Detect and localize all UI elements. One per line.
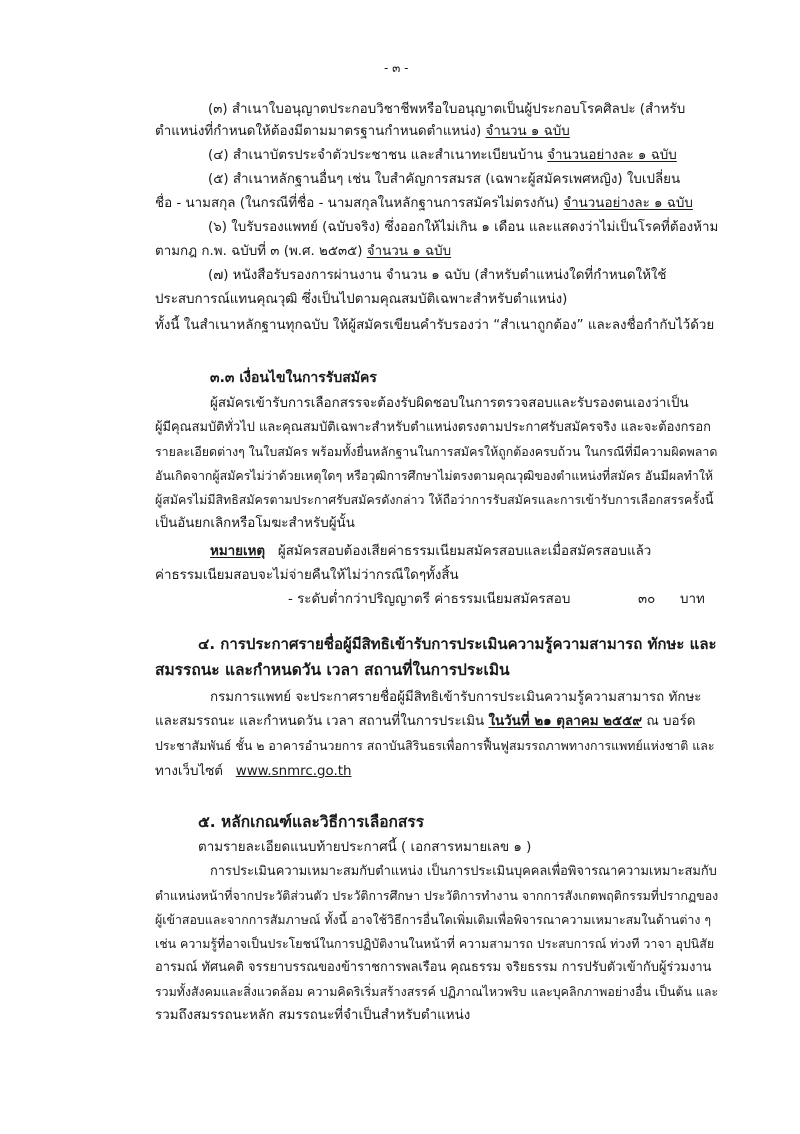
section-5-heading: ๕. หลักเกณฑ์และวิธีการเลือกสรร <box>198 813 425 831</box>
item-4-text: (๔) สำเนาบัตรประจำตัวประชาชน และสำเนาทะเบียนบ้าน <box>208 148 543 163</box>
item-3-cont: ตำแหน่งที่กำหนดให้ต้องมีตามมาตรฐานกำหนดตำแหน่ง) <box>155 124 482 139</box>
item-5-quantity: จำนวนอย่างละ ๑ ฉบับ <box>563 196 693 211</box>
item-6-line-1: (๖) ใบรับรองแพทย์ (ฉบับจริง) ซึ่งออกให้ไม่เกิน ๑ เดือน และแสดงว่าไม่เป็นโรคที่ต้องห้าม <box>208 220 719 235</box>
announcement-date: ในวันที่ ๒๑ ตุลาคม ๒๕๕๙ <box>488 714 643 729</box>
section-4-heading-line-1: ๔. การประกาศรายชื่อผู้มีสิทธิเข้ารับการประเมินความรู้ความสามารถ ทักษะ และ <box>198 635 717 653</box>
item-6-quantity: จำนวน ๑ ฉบับ <box>366 244 452 259</box>
section-4-line-2 <box>155 712 695 732</box>
remark-label: หมายเหตุ <box>210 544 266 559</box>
section-3-3-heading: ๓.๓ เงื่อนไขในการรับสมัคร <box>210 370 377 386</box>
item-5-line-2 <box>155 194 693 214</box>
item-3-line-2 <box>155 122 570 142</box>
item-5-cont: ชื่อ - นามสกุล (ในกรณีที่ชื่อ - นามสกุลในหลักฐานการสมัครไม่ตรงกัน) <box>155 196 559 211</box>
item-7-line-1: (๗) หนังสือรับรองการผ่านงาน จำนวน ๑ ฉบับ (สำหรับตำแหน่งใดที่กำหนดให้ใช้ <box>208 268 667 283</box>
section-4-line-4 <box>155 762 351 782</box>
item-3-line-1 <box>208 100 713 120</box>
item-6-cont: ตามกฎ ก.พ. ฉบับที่ ๓ (พ.ศ. ๒๕๓๕) <box>155 244 363 259</box>
section-5-line-7: รวมถึงสมรรถนะหลัก สมรรถนะที่จำเป็นสำหรับตำแหน่ง <box>155 1008 471 1023</box>
section-3-3-line-2: ผู้มีคุณสมบัติทั่วไป และคุณสมบัติเฉพาะสำหรับตำแหน่งตรงตามประกาศรับสมัครจริง และจะต้องกรอก <box>155 420 711 435</box>
section-3-3-line-6: เป็นอันยกเลิกหรือโมฆะสำหรับผู้นั้น <box>155 516 355 531</box>
remark-text: ผู้สมัครสอบต้องเสียค่าธรรมเนียมสมัครสอบและเมื่อสมัครสอบแล้ว <box>277 544 652 559</box>
section-5-line-6: รวมทั้งสังคมและสิ่งแวดล้อม ความคิดริเริ่มสร้างสรรค์ ปฏิภาณไหวพริบ และบุคลิกภาพอย่างอื่น เป็นต้น และ <box>155 984 719 999</box>
section-5-line-3: ผู้เข้าสอบและจากการสัมภาษณ์ ทั้งนี้ อาจใช้วิธีการอื่นใดเพิ่มเติมเพื่อพิจารณาความเหมาะสมในด้านต่าง ๆ <box>155 912 711 927</box>
section-4-line-1: กรมการแพทย์ จะประกาศรายชื่อผู้มีสิทธิเข้ารับการประเมินความรู้ความสามารถ ทักษะ <box>210 690 702 705</box>
item-4 <box>208 146 677 166</box>
section-5-line-2: ตำแหน่งหน้าที่จากประวัติส่วนตัว ประวัติการศึกษา ประวัติการทำงาน จากการสังเกตพฤติกรรมที่ปรากฏของ <box>155 888 719 903</box>
section-4-line-3: ประชาสัมพันธ์ ชั้น ๒ อาคารอำนวยการ สถาบันสิรินธรเพื่อการฟื้นฟูสมรรถภาพทางการแพทย์แห่งชาติ และ <box>155 738 715 753</box>
item-5-line-1: (๕) สำเนาหลักฐานอื่นๆ เช่น ใบสำคัญการสมรส (เฉพาะผู้สมัครเพศหญิง) ใบเปลี่ยน <box>208 172 681 187</box>
website-label: ทางเว็บไซต์ <box>155 764 223 779</box>
item-7-line-2: ประสบการณ์แทนคุณวุฒิ ซึ่งเป็นไปตามคุณสมบัติเฉพาะสำหรับตำแหน่ง) <box>155 292 568 307</box>
item-3-quantity: จำนวน ๑ ฉบับ <box>485 124 570 139</box>
section-4-line-2-post: ณ บอร์ด <box>646 714 696 729</box>
section-3-3-line-4: อันเกิดจากผู้สมัครไม่ว่าด้วยเหตุใดๆ หรือวุฒิการศึกษาไม่ตรงตามคุณวุฒิของตำแหน่งที่สมัคร อันมีผลทำให้ <box>155 468 714 483</box>
fee-label: - ระดับต่ำกว่าปริญญาตรี ค่าธรรมเนียมสมัครสอบ <box>288 592 571 607</box>
fee-amount: ๓๐ <box>638 592 656 607</box>
section-4-line-2-pre: และสมรรถนะ และกำหนดวัน เวลา สถานที่ในการประเมิน <box>155 714 485 729</box>
section-3-3-line-1: ผู้สมัครเข้ารับการเลือกสรรจะต้องรับผิดชอบในการตรวจสอบและรับรองตนเองว่าเป็น <box>210 396 689 411</box>
section-5-line-1: การประเมินความเหมาะสมกับตำแหน่ง เป็นการประเมินบุคคลเพื่อพิจารณาความเหมาะสมกับ <box>210 864 717 879</box>
item-4-quantity: จำนวนอย่างละ ๑ ฉบับ <box>547 148 677 163</box>
certification-note: ทั้งนี้ ในสำเนาหลักฐานทุกฉบับ ให้ผู้สมัครเขียนคำรับรองว่า “สำเนาถูกต้อง” และลงชื่อกำกับไว้ด้วย <box>155 318 715 333</box>
remark <box>210 542 651 562</box>
section-5-line-4: เช่น ความรู้ที่อาจเป็นประโยชน์ในการปฏิบัติงานในหน้าที่ ความสามารถ ประสบการณ์ ท่วงที วาจา อุปนิสัย <box>155 936 715 951</box>
section-4-heading-line-2: สมรรถนะ และกำหนดวัน เวลา สถานที่ในการประเมิน <box>155 661 510 679</box>
remark-line-2: ค่าธรรมเนียมสอบจะไม่จ่ายคืนให้ไม่ว่ากรณีใดๆทั้งสิ้น <box>155 568 459 583</box>
item-6-line-2 <box>155 242 451 262</box>
page-number: - ๓ - <box>384 61 409 75</box>
section-5-reference: ตามรายละเอียดแนบท้ายประกาศนี้ ( เอกสารหมายเลข ๑ ) <box>198 840 532 855</box>
section-3-3-line-5: ผู้สมัครไม่มีสิทธิสมัครตามประกาศรับสมัครดังกล่าว ให้ถือว่าการรับสมัครและการเข้ารับการเลือกสรรครั้งนี้ <box>155 492 714 507</box>
fee-unit: บาท <box>680 592 705 607</box>
website-link[interactable]: www.snmrc.go.th <box>235 764 352 779</box>
item-3-text: (๓) สำเนาใบอนุญาตประกอบวิชาชีพหรือใบอนุญาตเป็นผู้ประกอบโรคศิลปะ (สำหรับ <box>208 102 686 117</box>
section-5-line-5: อารมณ์ ทัศนคติ จรรยาบรรณของข้าราชการพลเรือน คุณธรรม จริยธรรม การปรับตัวเข้ากับผู้ร่วมงาน <box>155 960 712 975</box>
section-3-3-line-3: รายละเอียดต่างๆ ในใบสมัคร พร้อมทั้งยื่นหลักฐานในการสมัครให้ถูกต้องครบถ้วน ในกรณีที่มีความผิดพลาด <box>155 444 718 459</box>
